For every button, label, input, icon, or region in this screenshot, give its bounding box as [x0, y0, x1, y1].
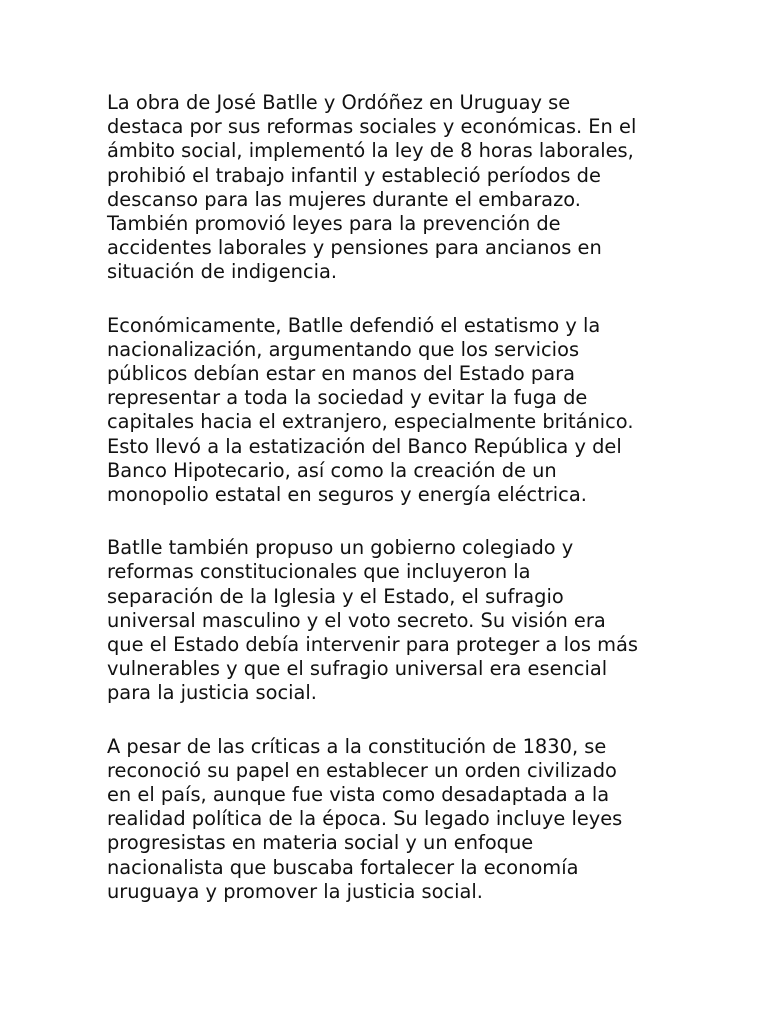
text-line: También promovió leyes para la prevención de: [107, 212, 561, 236]
text-line: prohibió el trabajo infantil y estableció períodos de: [107, 163, 601, 187]
text-line: monopolio estatal en seguros y energía eléctrica.: [107, 483, 587, 507]
document-page: [107, 91, 687, 933]
text-line: para la justicia social.: [107, 681, 317, 705]
text-line: nacionalización, argumentando que los servicios: [107, 337, 580, 361]
text-line: accidentes laborales y pensiones para ancianos en: [107, 236, 602, 260]
text-line: A pesar de las críticas a la constitución de 1830, se: [107, 734, 607, 758]
text-line: realidad política de la época. Su legado incluye leyes: [107, 807, 623, 831]
text-line: Económicamente, Batlle defendió el estatismo y la: [107, 313, 601, 337]
text-line: vulnerables y que el sufragio universal era esencial: [107, 657, 608, 681]
text-line: separación de la Iglesia y el Estado, el sufragio: [107, 584, 564, 608]
text-line: reformas constitucionales que incluyeron la: [107, 560, 531, 584]
text-line: progresistas en materia social y un enfoque: [107, 831, 534, 855]
paragraph-4: [107, 735, 687, 904]
text-line: La obra de José Batlle y Ordóñez en Uruguay se: [107, 91, 571, 114]
text-line: uruguaya y promover la justicia social.: [107, 879, 483, 903]
paragraph-2: [107, 314, 687, 508]
text-line: que el Estado debía intervenir para proteger a los más: [107, 633, 638, 657]
text-line: ámbito social, implementó la ley de 8 horas laborales,: [107, 139, 634, 163]
text-line: Batlle también propuso un gobierno colegiado y: [107, 536, 574, 560]
text-line: reconoció su papel en establecer un orden civilizado: [107, 758, 617, 782]
text-line: Banco Hipotecario, así como la creación de un: [107, 458, 557, 482]
text-line: Esto llevó a la estatización del Banco República y del: [107, 434, 622, 458]
paragraph-1: [107, 91, 687, 285]
text-line: en el país, aunque fue vista como desadaptada a la: [107, 783, 610, 807]
text-line: capitales hacia el extranjero, especialmente británico.: [107, 410, 634, 434]
text-line: representar a toda la sociedad y evitar la fuga de: [107, 386, 588, 410]
text-line: descanso para las mujeres durante el embarazo.: [107, 187, 581, 211]
paragraph-3: [107, 536, 687, 705]
text-line: nacionalista que buscaba fortalecer la economía: [107, 855, 579, 879]
text-line: universal masculino y el voto secreto. Su visión era: [107, 608, 606, 632]
text-line: situación de indigencia.: [107, 260, 338, 284]
text-line: destaca por sus reformas sociales y económicas. En el: [107, 115, 637, 139]
text-line: públicos debían estar en manos del Estado para: [107, 362, 575, 386]
